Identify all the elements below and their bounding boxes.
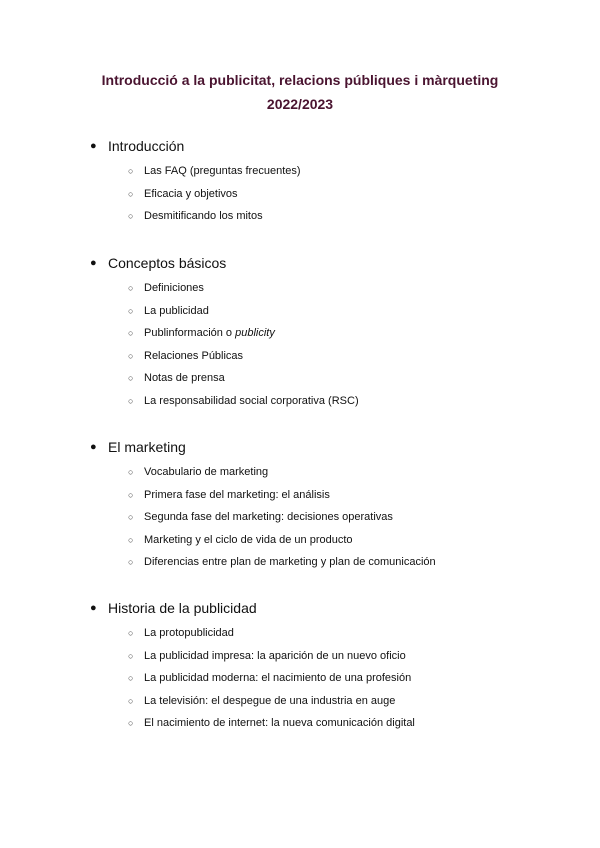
list-item bbox=[0, 553, 600, 576]
document-title: Introducció a la publicitat, relacions públiques i màrqueting bbox=[101, 72, 499, 88]
list-item-label: Marketing y el ciclo de vida de un producto bbox=[144, 533, 353, 546]
section-heading-label: El marketing bbox=[108, 439, 186, 455]
hollow-bullet-icon: ○ bbox=[128, 512, 134, 523]
hollow-bullet-icon: ○ bbox=[128, 328, 134, 339]
list-item-label: Segunda fase del marketing: decisiones operativas bbox=[144, 511, 393, 524]
list-item-label: La publicidad impresa: la aparición de un nuevo oficio bbox=[144, 649, 406, 662]
list-item-label: Definiciones bbox=[144, 282, 204, 294]
hollow-bullet-icon: ○ bbox=[128, 467, 134, 477]
list-item-label: La televisión: el despegue de una industria en auge bbox=[144, 694, 396, 707]
filled-bullet-icon: ● bbox=[90, 602, 97, 614]
filled-bullet-icon: ● bbox=[90, 140, 97, 152]
list-item-text: Publinformación o bbox=[144, 327, 236, 340]
list-item-label: Diferencias entre plan de marketing y plan de comunicación bbox=[144, 556, 436, 569]
hollow-bullet-icon: ○ bbox=[128, 489, 134, 500]
list-item bbox=[0, 392, 600, 415]
list-item bbox=[0, 508, 600, 531]
section-heading bbox=[0, 437, 600, 457]
list-item bbox=[0, 669, 600, 692]
hollow-bullet-icon: ○ bbox=[128, 718, 134, 729]
hollow-bullet-icon: ○ bbox=[128, 188, 134, 199]
filled-bullet-icon: ● bbox=[90, 257, 97, 269]
hollow-bullet-icon: ○ bbox=[128, 395, 134, 406]
list-item bbox=[0, 324, 600, 347]
hollow-bullet-icon: ○ bbox=[128, 283, 134, 293]
list-item-label: La publicidad moderna: el nacimiento de una profesión bbox=[144, 672, 412, 685]
list-item-label: Primera fase del marketing: el análisis bbox=[144, 488, 330, 501]
section-el-marketing bbox=[0, 437, 600, 576]
hollow-bullet-icon: ○ bbox=[128, 211, 134, 222]
list-item-label: Eficacia y objetivos bbox=[144, 187, 238, 200]
list-item bbox=[0, 207, 600, 230]
list-item-label: Desmitificando los mitos bbox=[144, 210, 263, 223]
filled-bullet-icon: ● bbox=[90, 441, 97, 453]
section-heading bbox=[0, 136, 600, 156]
list-item bbox=[0, 647, 600, 670]
section-historia-publicidad bbox=[0, 598, 600, 737]
list-item bbox=[0, 302, 600, 325]
list-item bbox=[0, 369, 600, 392]
hollow-bullet-icon: ○ bbox=[128, 673, 134, 684]
section-conceptos-basicos bbox=[0, 253, 600, 415]
list-item bbox=[0, 279, 600, 302]
section-heading-label: Conceptos básicos bbox=[108, 255, 227, 271]
hollow-bullet-icon: ○ bbox=[128, 650, 134, 661]
list-item-label: Las FAQ (preguntas frecuentes) bbox=[144, 165, 301, 177]
list-item-label: El nacimiento de internet: la nueva comunicación digital bbox=[144, 717, 415, 730]
list-item bbox=[0, 714, 600, 737]
list-item-label: La protopublicidad bbox=[144, 627, 234, 639]
hollow-bullet-icon: ○ bbox=[128, 557, 134, 568]
list-item-label bbox=[144, 324, 275, 342]
section-heading-label: Historia de la publicidad bbox=[108, 600, 257, 616]
list-item bbox=[0, 486, 600, 509]
hollow-bullet-icon: ○ bbox=[128, 373, 134, 384]
list-item bbox=[0, 531, 600, 554]
section-heading-label: Introducción bbox=[108, 138, 185, 154]
list-item bbox=[0, 347, 600, 370]
hollow-bullet-icon: ○ bbox=[128, 305, 134, 316]
hollow-bullet-icon: ○ bbox=[128, 350, 134, 361]
list-item-label: La publicidad bbox=[144, 304, 209, 317]
list-item bbox=[0, 162, 600, 185]
list-item bbox=[0, 463, 600, 486]
list-item-label: Vocabulario de marketing bbox=[144, 466, 269, 478]
italic-term: publicity bbox=[235, 327, 275, 340]
hollow-bullet-icon: ○ bbox=[128, 166, 134, 176]
hollow-bullet-icon: ○ bbox=[128, 534, 134, 545]
list-item bbox=[0, 185, 600, 208]
hollow-bullet-icon: ○ bbox=[128, 628, 134, 638]
academic-year: 2022/2023 bbox=[266, 96, 334, 112]
section-heading bbox=[0, 253, 600, 273]
list-item-label: Relaciones Públicas bbox=[144, 349, 244, 362]
list-item-label: Notas de prensa bbox=[144, 372, 225, 385]
list-item bbox=[0, 692, 600, 715]
list-item-label: La responsabilidad social corporativa (RSC) bbox=[144, 394, 359, 407]
section-heading bbox=[0, 598, 600, 618]
section-introduccion bbox=[0, 136, 600, 230]
hollow-bullet-icon: ○ bbox=[128, 695, 134, 706]
list-item bbox=[0, 624, 600, 647]
